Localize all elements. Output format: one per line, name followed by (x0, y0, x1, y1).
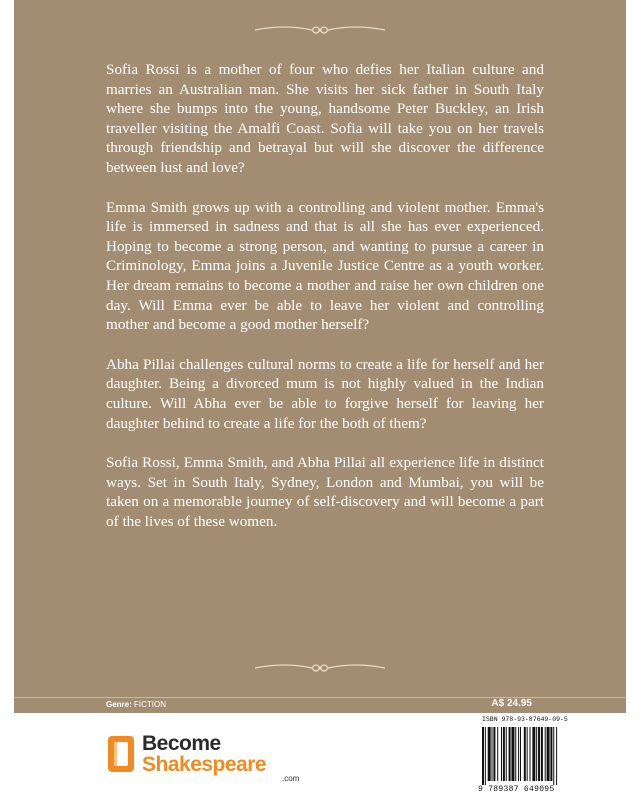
barcode (474, 713, 594, 797)
bottom-ornament-icon (250, 660, 390, 676)
barcode-bar (538, 727, 540, 781)
genre-label (106, 700, 166, 709)
genre-value: FICTION (134, 700, 167, 709)
barcode-bar (482, 727, 484, 785)
barcode-bar (492, 727, 493, 781)
top-ornament-icon (250, 22, 390, 38)
barcode-digits: 9 789387 649095 (478, 785, 555, 794)
barcode-bar (518, 727, 519, 781)
price: A$ 24.95 (491, 698, 532, 709)
back-cover (14, 0, 626, 800)
barcode-bar (506, 727, 507, 781)
barcode-bar (509, 727, 511, 781)
barcode-bar (488, 727, 491, 781)
barcode-bar (503, 727, 505, 781)
barcode-bar (532, 727, 535, 781)
blurb-paragraph-summary: Sofia Rossi, Emma Smith, and Abha Pillai all experience life in distinct ways. Set in South Italy, Sydney, London and Mumbai, you will be taken on a memorable journey of self-discovery and will become a part of the lives of these women. (106, 454, 544, 530)
barcode-bar (536, 727, 537, 781)
logo-text-become: Become (142, 732, 221, 755)
barcode-bar (520, 727, 521, 781)
publisher-logo (106, 732, 326, 784)
barcode-bar (497, 727, 498, 781)
blurb-text (106, 60, 544, 551)
barcode-bar (547, 727, 550, 781)
genre-label-prefix: Genre: (106, 700, 132, 709)
barcode-bar (553, 727, 554, 785)
barcode-bar (485, 727, 486, 785)
barcode-bar (511, 727, 514, 781)
barcode-bar (541, 727, 543, 781)
blurb-paragraph-abha: Abha Pillai challenges cultural norms to create a life for herself and her daughter. Being a divorced mum is not highly valued in the Indian culture. Will Abha ever be able to forgive herself for leaving her daughter behind to create a life for the both of them? (106, 355, 544, 432)
barcode-bars (480, 727, 592, 785)
barcode-bar (515, 727, 516, 781)
blurb-paragraph-sofia: Sofia Rossi is a mother of four who defies her Italian culture and marries an Australian man. She visits her sick father in South Italy where she bumps into the young, handsome Peter Buckley, an Irish traveller visiting the Amalfi Coast. Sofia will take you on her travels through friendship and betrayal but will she discover the difference between lust and love? (106, 61, 544, 176)
blurb-paragraph-emma: Emma Smith grows up with a controlling and violent mother. Emma's life is immersed in sadness and that is all she has ever experienced. Hoping to become a strong person, and wanting to pursue a career in Criminology, Emma joins a Juvenile Justice Centre as a youth worker. Her dream remains to become a mother and raise her own children one day. Will Emma ever be able to leave her violent and controlling mother and become a good mother herself? (106, 198, 544, 334)
book-logo-icon (106, 734, 136, 774)
logo-text-shakespeare: Shakespeare (142, 753, 267, 776)
barcode-bar (524, 727, 526, 781)
isbn-label: ISBN 978-93-87649-09-5 (482, 716, 568, 723)
publisher-band (14, 713, 626, 800)
genre-price-bar (14, 697, 626, 712)
barcode-bar (493, 727, 495, 781)
barcode-bar (545, 727, 546, 781)
barcode-bar (501, 727, 502, 781)
logo-text-com: .com (282, 774, 300, 783)
barcode-bar (527, 727, 528, 781)
barcode-bar (550, 727, 552, 781)
barcode-bar (556, 727, 557, 785)
barcode-bar (530, 727, 531, 781)
